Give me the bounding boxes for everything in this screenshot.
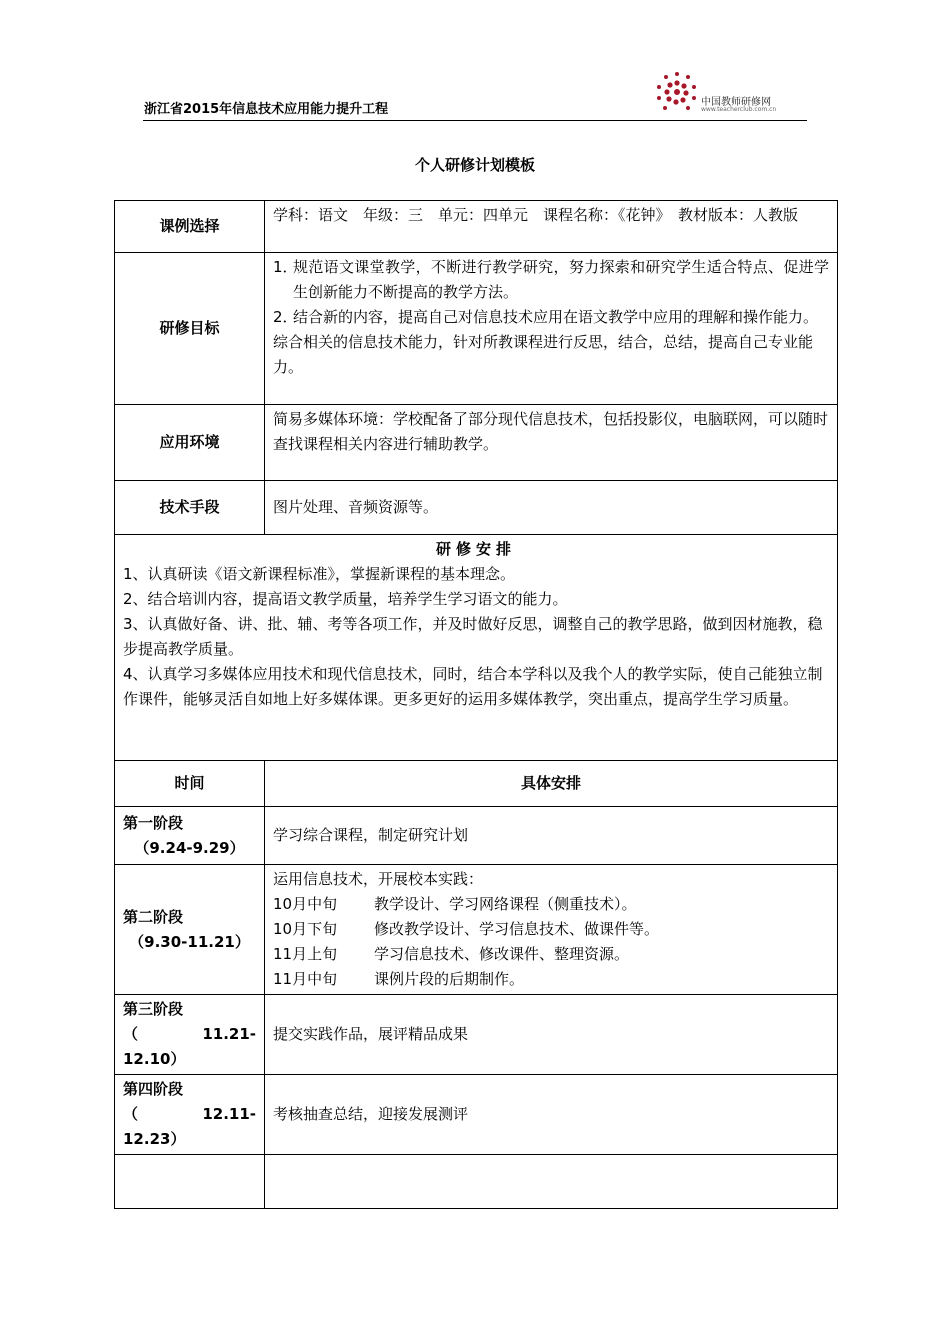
technique-text: 图片处理、音频资源等。: [265, 481, 838, 535]
goal-row: [115, 253, 838, 405]
logo-name: 中国教师研修网: [701, 97, 771, 108]
logo-flower-icon: [653, 68, 701, 116]
logo-url: www.teacherclub.com.cn: [701, 106, 777, 113]
stage-dates: （9.24-9.29）: [134, 838, 245, 857]
task-period: 11月上旬: [273, 945, 338, 963]
schedule-title: 研修安排: [435, 540, 516, 558]
course-row: [115, 201, 838, 253]
goal-item-number: 1．: [273, 258, 298, 276]
stage-detail: [265, 865, 838, 995]
course-text: 学科：语文 年级：三 单元：四单元 课程名称：《花钟》 教材版本：人教版: [265, 201, 838, 253]
stage-date-end: 12.10）: [123, 1050, 186, 1068]
stage-time: [115, 865, 265, 995]
stage-row: [115, 995, 838, 1075]
stage-date-end: 12.23）: [123, 1130, 186, 1148]
header-title: 浙江省2015年信息技术应用能力提升工程: [144, 102, 389, 117]
stage-time: [115, 1075, 265, 1155]
time-column-header: 时间: [115, 761, 265, 807]
stage-row: [115, 1075, 838, 1155]
task-text: 课例片段的后期制作。: [374, 970, 525, 988]
task-text: 学习信息技术、修改课件、整理资源。: [374, 945, 630, 963]
column-header-row: [115, 761, 838, 807]
schedule-content: [115, 535, 838, 761]
stage-date-start: 12.11-: [202, 1105, 256, 1123]
course-label: 课例选择: [115, 201, 265, 253]
goal-item: [273, 255, 829, 305]
technique-label: 技术手段: [115, 481, 265, 535]
stage-time: [115, 995, 265, 1075]
empty-cell: [115, 1155, 265, 1209]
study-plan-table: [114, 200, 838, 1209]
task-period: 10月中旬: [273, 895, 338, 913]
environment-text: 简易多媒体环境：学校配备了部分现代信息技术，包括投影仪，电脑联网，可以随时查找课程相关内容进行辅助教学。: [265, 405, 838, 481]
environment-label: 应用环境: [115, 405, 265, 481]
stage-dates: [123, 1022, 256, 1047]
schedule-item: 4、认真学习多媒体应用技术和现代信息技术，同时，结合本学科以及我个人的教学实际，使自己能独立制作课件，能够灵活自如地上好多媒体课。更多更好的运用多媒体教学，突出重点，提高学生学习质量。: [123, 665, 823, 708]
stage-dates: [123, 1102, 256, 1127]
stage-name: 第四阶段: [123, 1080, 184, 1098]
empty-cell: [265, 1155, 838, 1209]
stage-date-start: 11.21-: [202, 1025, 256, 1043]
stage-detail: 提交实践作品，展评精品成果: [265, 995, 838, 1075]
stage-row: [115, 807, 838, 865]
task-period: 10月下旬: [273, 920, 338, 938]
task-text: 修改教学设计、学习信息技术、做课件等。: [374, 920, 660, 938]
stage-row: [115, 865, 838, 995]
schedule-item: 3、认真做好备、讲、批、辅、考等各项工作，并及时做好反思，调整自己的教学思路，做到因材施教，稳步提高教学质量。: [123, 615, 823, 658]
teacherclub-logo: [653, 68, 803, 118]
environment-row: [115, 405, 838, 481]
stage-detail: 考核抽查总结，迎接发展测评: [265, 1075, 838, 1155]
schedule-row: [115, 535, 838, 761]
empty-row: [115, 1155, 838, 1209]
detail-column-header: 具体安排: [265, 761, 838, 807]
stage-name: 第三阶段: [123, 1000, 184, 1018]
stage-time: [115, 807, 265, 865]
stage-detail: 学习综合课程，制定研究计划: [265, 807, 838, 865]
goal-summary: 综合相关的信息技术能力，针对所教课程进行反思，结合，总结，提高自己专业能力。: [273, 333, 814, 376]
page-header: [143, 64, 807, 121]
stage-task: [273, 892, 829, 917]
goal-item-number: 2．: [273, 308, 298, 326]
schedule-item: 1、认真研读《语文新课程标准》，掌握新课程的基本理念。: [123, 565, 516, 583]
goal-item: [273, 305, 829, 330]
goal-item-text: 规范语文课堂教学，不断进行教学研究，努力探索和研究学生适合特点、促进学生创新能力不断提高的教学方法。: [293, 258, 829, 301]
goal-content: [265, 253, 838, 405]
stage-task: [273, 967, 829, 992]
stage-dates: （9.30-11.21）: [129, 932, 250, 951]
stage-name: 第二阶段: [123, 907, 184, 926]
schedule-item: 2、结合培训内容，提高语文教学质量，培养学生学习语文的能力。: [123, 590, 568, 608]
stage-date-paren: （: [123, 1025, 139, 1043]
goal-item-text: 结合新的内容，提高自己对信息技术应用在语文教学中应用的理解和操作能力。: [293, 308, 819, 326]
stage-date-paren: （: [123, 1105, 139, 1123]
task-period: 11月中旬: [273, 970, 338, 988]
technique-row: [115, 481, 838, 535]
stage-task: [273, 942, 829, 967]
stage-intro: 运用信息技术，开展校本实践：: [273, 870, 484, 888]
stage-task: [273, 917, 829, 942]
goal-label: 研修目标: [115, 253, 265, 405]
task-text: 教学设计、学习网络课程（侧重技术）。: [374, 895, 637, 913]
document-title: 个人研修计划模板: [414, 156, 535, 174]
stage-name: 第一阶段: [123, 813, 184, 832]
